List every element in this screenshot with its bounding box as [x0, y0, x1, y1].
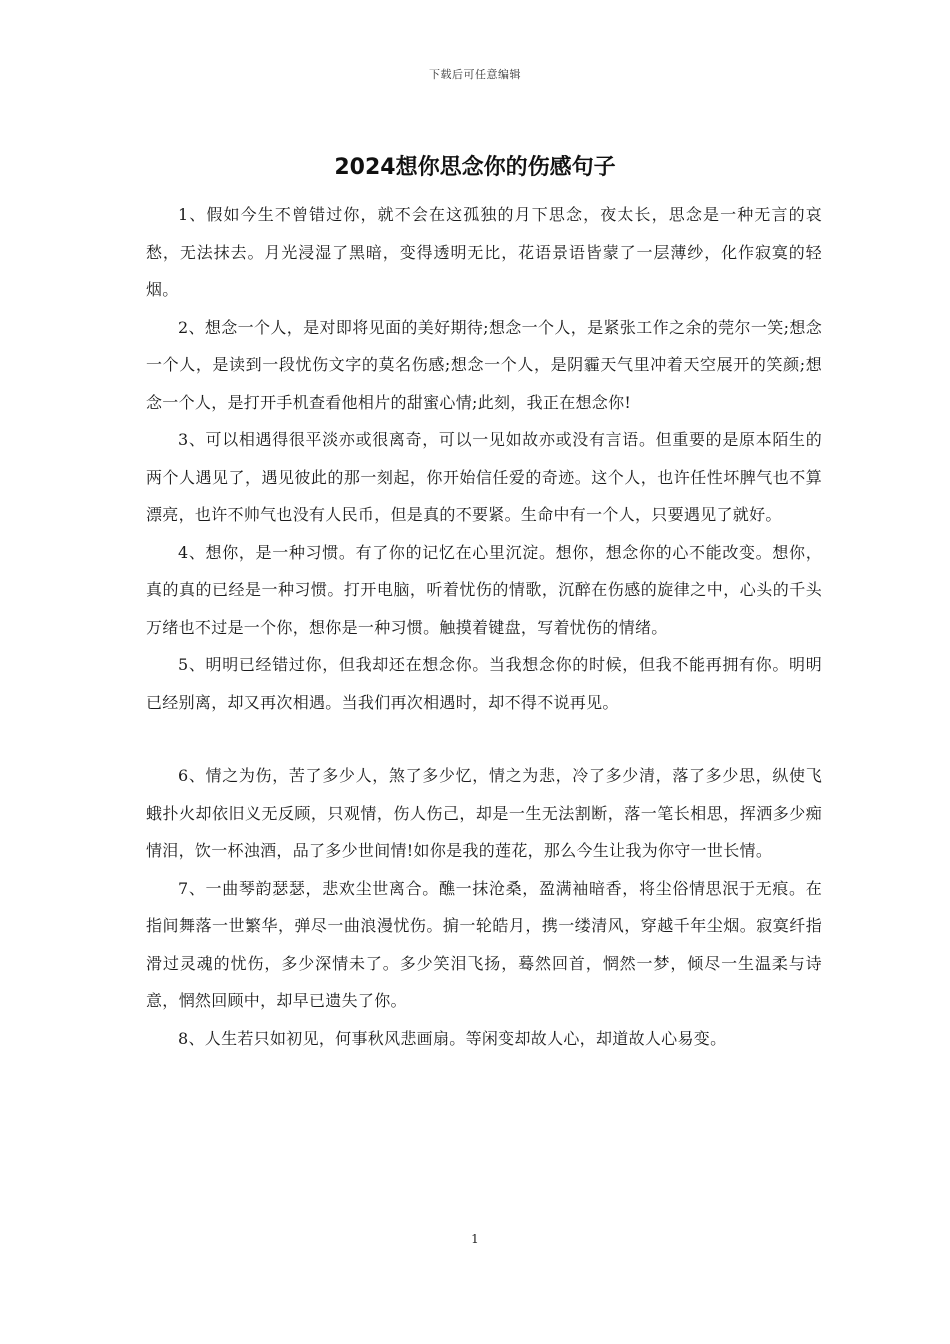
paragraph-5: 5、明明已经错过你，但我却还在想念你。当我想念你的时候，但我不能再拥有你。明明已经别离，却又再次相遇。当我们再次相遇时，却不得不说再见。	[146, 655, 822, 712]
paragraph-2: 2、想念一个人，是对即将见面的美好期待;想念一个人，是紧张工作之余的莞尔一笑;想念一个人，是读到一段忧伤文字的莫名伤感;想念一个人，是阴霾天气里冲着天空展开的笑颜;想念一个人，是打开手机查看他相片的甜蜜心情;此刻，我正在想念你!	[146, 317, 822, 412]
paragraph-6: 6、情之为伤，苦了多少人，煞了多少忆，情之为悲，冷了多少清，落了多少思，纵使飞蛾扑火却依旧义无反顾，只观情，伤人伤己，却是一生无法割断，落一笔长相思，挥洒多少痴情泪，饮一杯浊酒，品了多少世间情!如你是我的莲花，那么今生让我为你守一世长情。	[146, 766, 822, 860]
paragraph-3: 3、可以相遇得很平淡亦或很离奇，可以一见如故亦或没有言语。但重要的是原本陌生的两个人遇见了，遇见彼此的那一刻起，你开始信任爱的奇迹。这个人，也许任性坏脾气也不算漂亮，也许不帅气也没有人民币，但是真的不要紧。生命中有一个人，只要遇见了就好。	[146, 430, 822, 524]
paragraph-4: 4、想你，是一种习惯。有了你的记忆在心里沉淀。想你，想念你的心不能改变。想你，真的真的已经是一种习惯。打开电脑，听着忧伤的情歌，沉醉在伤感的旋律之中，心头的千头万绪也不过是一个你，想你是一种习惯。触摸着键盘，写着忧伤的情绪。	[146, 542, 822, 637]
header-note: 下载后可任意编辑	[429, 68, 521, 81]
paragraph-7: 7、一曲琴韵瑟瑟，悲欢尘世离合。醮一抹沧桑，盈满袖暗香，将尘俗情思泯于无痕。在指间舞落一世繁华，弹尽一曲浪漫忧伤。掮一轮皓月，携一缕清风，穿越千年尘烟。寂寞纤指滑过灵魂的忧伤，多少深情未了。多少笑泪飞扬，蓦然回首，惘然一梦，倾尽一生温柔与诗意，惘然回顾中，却早已遗失了你。	[146, 878, 822, 1010]
document-body	[146, 196, 822, 1057]
document-title: 2024想你思念你的伤感句子	[334, 155, 616, 180]
page-number: 1	[471, 1232, 479, 1246]
paragraph-8: 8、人生若只如初见，何事秋风悲画扇。等闲变却故人心，却道故人心易变。	[178, 1028, 727, 1048]
paragraph-1: 1、假如今生不曾错过你，就不会在这孤独的月下思念，夜太长，思念是一种无言的哀愁，无法抹去。月光浸湿了黑暗，变得透明无比，花语景语皆蒙了一层薄纱，化作寂寞的轻烟。	[146, 205, 822, 299]
